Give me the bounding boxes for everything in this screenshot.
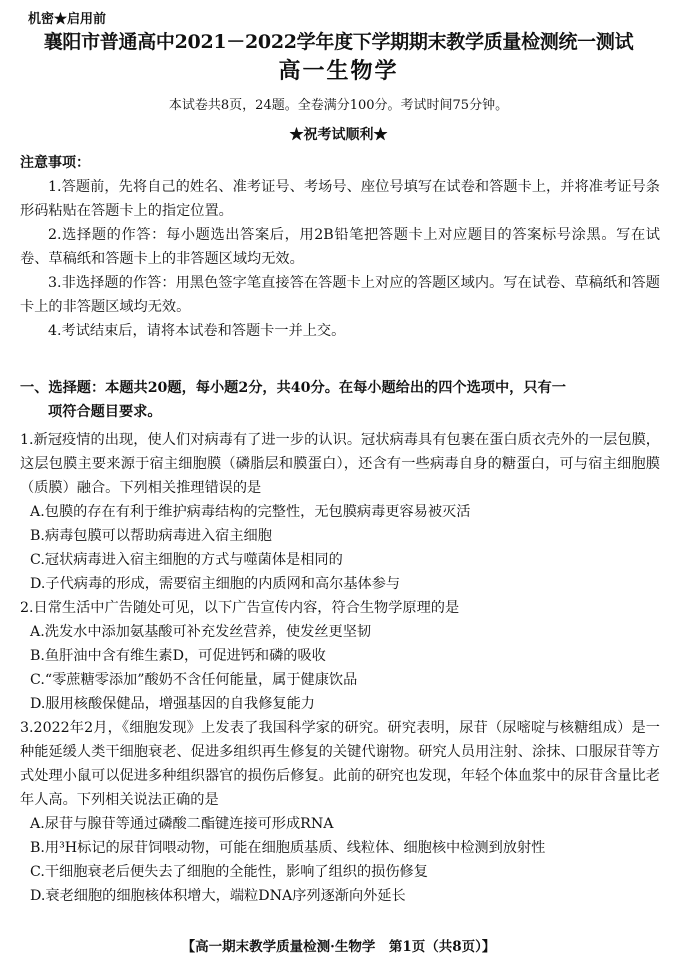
exam-subject: 高一生物学 — [278, 58, 399, 84]
notice-list — [20, 175, 660, 343]
page-footer: 【高一期末教学质量检测·生物学 第1页（共8页）】 — [181, 939, 496, 955]
option-d: D.服用核酸保健品，增强基因的自我修复能力 — [30, 696, 315, 712]
section-heading-line: 项符合题目要求。 — [48, 404, 162, 420]
section-heading — [20, 376, 660, 424]
question-stem: 3.2022年2月，《细胞发现》上发表了我国科学家的研究。研究表明，尿苷（尿嘧啶与核糖组成）是一种能延缓人类干细胞衰老、促进多组织再生修复的关键代谢物。研究人员用注射、涂抹、口服尿苷等方式处理小鼠可以促进多种组织器官的损伤后修复。此前的研究也发现，年轻个体血浆中的尿苷含量比老年人高。下列相关说法正确的是 — [20, 720, 660, 808]
option-b: B.病毒包膜可以帮助病毒进入宿主细胞 — [30, 528, 272, 544]
option-a: A.尿苷与腺苷等通过磷酸二酯键连接可形成RNA — [30, 816, 334, 832]
notice-heading: 注意事项： — [20, 155, 90, 171]
question-1 — [20, 428, 660, 596]
question-stem: 2.日常生活中广告随处可见，以下广告宣传内容，符合生物学原理的是 — [20, 600, 460, 616]
option-b: B.鱼肝油中含有维生素D，可促进钙和磷的吸收 — [30, 648, 326, 664]
notice-item: 1.答题前，先将自己的姓名、准考证号、考场号、座位号填写在试卷和答题卡上，并将准考证号条形码粘贴在答题卡上的指定位置。 — [20, 179, 660, 219]
option-a: A.洗发水中添加氨基酸可补充发丝营养，使发丝更坚韧 — [30, 624, 372, 640]
section-heading-line: 一、选择题：本题共20题，每小题2分，共40分。在每小题给出的四个选项中，只有一 — [20, 380, 566, 396]
option-b: B.用³H标记的尿苷饲喂动物，可能在细胞质基质、线粒体、细胞核中检测到放射性 — [30, 840, 546, 856]
question-stem: 1.新冠疫情的出现，使人们对病毒有了进一步的认识。冠状病毒具有包裹在蛋白质衣壳外的一层包膜，这层包膜主要来源于宿主细胞膜（磷脂层和膜蛋白），还含有一些病毒自身的糖蛋白，可与宿主细胞膜（质膜）融合。下列相关推理错误的是 — [20, 432, 660, 496]
good-luck-line: ★祝考试顺利★ — [289, 127, 388, 143]
option-d: D.衰老细胞的细胞核体积增大，端粒DNA序列逐渐向外延长 — [30, 888, 406, 904]
question-3 — [20, 716, 660, 908]
notice-item: 2.选择题的作答：每小题选出答案后，用2B铅笔把答题卡上对应题目的答案标号涂黑。写在试卷、草稿纸和答题卡上的非答题区域均无效。 — [20, 227, 660, 267]
option-c: C.干细胞衰老后便失去了细胞的全能性，影响了组织的损伤修复 — [30, 864, 428, 880]
option-c: C.冠状病毒进入宿主细胞的方式与噬菌体是相同的 — [30, 552, 343, 568]
confidential-label: 机密★启用前 — [28, 12, 107, 27]
option-a: A.包膜的存在有利于维护病毒结构的完整性，无包膜病毒更容易被灭活 — [30, 504, 471, 520]
question-2 — [20, 596, 660, 716]
exam-info: 本试卷共8页，24题。全卷满分100分。考试时间75分钟。 — [168, 98, 509, 113]
question-list — [20, 428, 660, 908]
option-d: D.子代病毒的形成，需要宿主细胞的内质网和高尔基体参与 — [30, 576, 401, 592]
notice-item: 3.非选择题的作答：用黑色签字笔直接答在答题卡上对应的答题区域内。写在试卷、草稿纸和答题卡上的非答题区域均无效。 — [20, 275, 660, 315]
exam-title: 襄阳市普通高中2021－2022学年度下学期期末教学质量检测统一测试 — [43, 31, 634, 53]
notice-item: 4.考试结束后，请将本试卷和答题卡一并上交。 — [48, 323, 346, 339]
option-c: C.“零蔗糖零添加”酸奶不含任何能量，属于健康饮品 — [30, 672, 358, 688]
